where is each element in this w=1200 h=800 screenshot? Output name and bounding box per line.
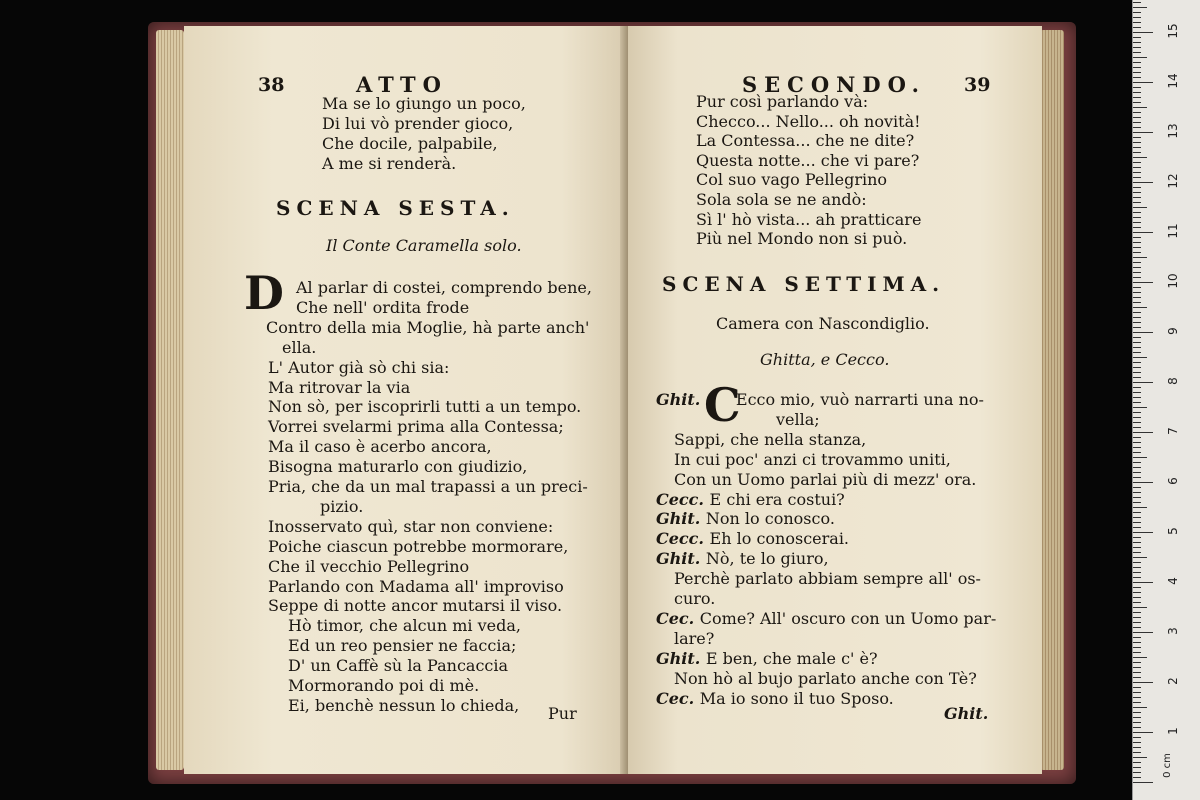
ruler-tick: [1133, 682, 1153, 683]
ruler-tick: [1133, 202, 1141, 203]
ruler-tick: [1133, 752, 1141, 753]
ruler-tick: [1133, 442, 1141, 443]
ruler-tick: [1133, 652, 1141, 653]
ruler-tick: [1133, 322, 1141, 323]
ruler-number: 9: [1166, 327, 1180, 335]
speaker-label: Ghit.: [656, 509, 706, 529]
ruler-tick: [1133, 617, 1141, 618]
ruler-tick: [1133, 302, 1141, 303]
ruler-tick: [1133, 657, 1147, 658]
verse-line: Più nel Mondo non si può.: [696, 229, 908, 249]
ruler-tick: [1133, 692, 1141, 693]
dialogue-text: vella;: [776, 409, 820, 429]
ruler-tick: [1133, 512, 1141, 513]
ruler-tick: [1133, 772, 1141, 773]
ruler-tick: [1133, 72, 1141, 73]
speaker-label: Cec.: [656, 608, 700, 628]
dialogue-text: lare?: [674, 628, 715, 648]
dialogue-line: [656, 509, 835, 529]
ruler-tick: [1133, 137, 1141, 138]
ruler-tick: [1133, 187, 1141, 188]
text-line: Poiche ciascun potrebbe mormorare,: [268, 536, 569, 556]
speaker-label: Cecc.: [656, 529, 710, 549]
ruler-tick: [1133, 432, 1153, 433]
speaker-label: Cec.: [656, 688, 700, 708]
ruler-tick: [1133, 437, 1141, 438]
ruler-tick: [1133, 507, 1147, 508]
ruler-tick: [1133, 147, 1141, 148]
ruler-tick: [1133, 472, 1141, 473]
dialogue-line: [656, 609, 996, 629]
dialogue-line: [674, 669, 977, 689]
speaker-label: Ghit.: [656, 549, 706, 569]
catchword: Ghit.: [944, 704, 989, 723]
dialogue-text: E ben, che male c' è?: [705, 648, 878, 668]
dialogue-text: Sappi, che nella stanza,: [674, 429, 867, 449]
ruler-tick: [1133, 152, 1141, 153]
speaker-label: Ghit.: [656, 648, 706, 668]
catchword: Pur: [548, 704, 577, 723]
ruler-number: 8: [1166, 377, 1180, 385]
page-number: 38: [258, 74, 285, 96]
running-head: ATTO: [356, 72, 448, 97]
text-line: Al parlar di costei, comprendo bene,: [296, 278, 592, 297]
dialogue-text: Come? All' oscuro con un Uomo par-: [699, 608, 997, 628]
ruler-tick: [1133, 337, 1141, 338]
verse-line: Checco... Nello... oh novità!: [696, 111, 921, 131]
ruler-tick: [1133, 517, 1141, 518]
ruler-tick: [1133, 77, 1141, 78]
ruler-tick: [1133, 252, 1141, 253]
dialogue-text: Perchè parlato abbiam sempre all' os-: [674, 569, 981, 589]
ruler-tick: [1133, 572, 1141, 573]
ruler-tick: [1133, 602, 1141, 603]
ruler-tick: [1133, 782, 1153, 783]
ruler-number: 14: [1166, 73, 1180, 89]
dialogue-line: [674, 629, 714, 649]
ruler-tick: [1133, 347, 1141, 348]
ruler-number: 4: [1166, 577, 1180, 585]
ruler-tick: [1133, 227, 1141, 228]
ruler-tick: [1133, 722, 1141, 723]
ruler-tick: [1133, 487, 1141, 488]
scene-characters: Ghitta, e Cecco.: [760, 350, 890, 369]
ruler-tick: [1133, 397, 1141, 398]
ruler-number: 3: [1166, 627, 1180, 635]
text-line: Bisogna maturarlo con giudizio,: [268, 457, 528, 477]
ruler-tick: [1133, 32, 1153, 33]
page-edges-right: [1040, 30, 1064, 770]
dialogue-text: Non lo conosco.: [705, 509, 835, 529]
verse-line: La Contessa... che ne dite?: [696, 131, 915, 151]
ruler-tick: [1133, 342, 1141, 343]
verse-line: Ma se lo giungo un poco,: [322, 94, 526, 113]
dialogue-line: [656, 490, 845, 510]
ruler-number: 13: [1166, 123, 1180, 139]
ruler-tick: [1133, 117, 1141, 118]
dialogue-text: Eh lo conoscerai.: [709, 529, 850, 549]
right-page: [628, 26, 1042, 774]
dialogue-text: Nò, te lo giuro,: [705, 549, 829, 569]
ruler-tick: [1133, 447, 1141, 448]
ruler-tick: [1133, 212, 1141, 213]
ruler-tick: [1133, 297, 1141, 298]
ruler-tick: [1133, 287, 1141, 288]
ruler-tick: [1133, 467, 1141, 468]
text-line: Che nell' ordita frode: [296, 297, 470, 317]
dialogue-text: curo.: [674, 589, 716, 608]
ruler-tick: [1133, 247, 1141, 248]
text-line: Che il vecchio Pellegrino: [268, 556, 470, 576]
ruler-tick: [1133, 157, 1147, 158]
measuring-ruler: [1132, 0, 1200, 800]
ruler-tick: [1133, 707, 1147, 708]
ruler-tick: [1133, 667, 1141, 668]
ruler-tick: [1133, 312, 1141, 313]
ruler-tick: [1133, 392, 1141, 393]
ruler-tick: [1133, 222, 1141, 223]
ruler-tick: [1133, 622, 1141, 623]
ruler-number: 2: [1166, 677, 1180, 685]
ruler-tick: [1133, 762, 1141, 763]
ruler-tick: [1133, 207, 1147, 208]
ruler-tick: [1133, 662, 1141, 663]
text-line: Parlando con Madama all' improviso: [268, 576, 564, 596]
ruler-tick: [1133, 52, 1141, 53]
ruler-tick: [1133, 592, 1141, 593]
ruler-tick: [1133, 687, 1141, 688]
ruler-tick: [1133, 712, 1141, 713]
dialogue-line: [656, 689, 894, 709]
verse-line: Col suo vago Pellegrino: [696, 170, 888, 190]
ruler-tick: [1133, 452, 1141, 453]
ruler-number: 7: [1166, 427, 1180, 435]
ruler-tick: [1133, 12, 1141, 13]
ruler-tick: [1133, 557, 1147, 558]
ruler-tick: [1133, 492, 1141, 493]
ruler-tick: [1133, 742, 1141, 743]
ruler-tick: [1133, 737, 1141, 738]
ruler-number: 5: [1166, 527, 1180, 535]
ruler-tick: [1133, 87, 1141, 88]
ruler-tick: [1133, 547, 1141, 548]
dialogue-line: [674, 569, 981, 589]
ruler-tick: [1133, 22, 1141, 23]
ruler-tick: [1133, 482, 1153, 483]
ruler-tick: [1133, 332, 1153, 333]
ruler-tick: [1133, 42, 1141, 43]
ruler-tick: [1133, 627, 1141, 628]
ruler-tick: [1133, 97, 1141, 98]
ruler-tick: [1133, 612, 1141, 613]
ruler-unit-label: 0 cm: [1161, 753, 1173, 778]
ruler-tick: [1133, 267, 1141, 268]
ruler-tick: [1133, 317, 1141, 318]
dialogue-text: E chi era costui?: [709, 489, 845, 509]
dialogue-line: [656, 529, 849, 549]
ruler-tick: [1133, 172, 1141, 173]
ruler-tick: [1133, 502, 1141, 503]
ruler-tick: [1133, 582, 1153, 583]
verse-line: A me si renderà.: [322, 154, 457, 173]
ruler-tick: [1133, 672, 1141, 673]
text-line: D' un Caffè sù la Pancaccia: [288, 656, 509, 676]
dialogue-text: Non hò al bujo parlato anche con Tè?: [674, 668, 977, 688]
dialogue-text: Ma io sono il tuo Sposo.: [699, 688, 894, 708]
ruler-tick: [1133, 717, 1141, 718]
ruler-tick: [1133, 757, 1147, 758]
ruler-tick: [1133, 67, 1141, 68]
ruler-tick: [1133, 422, 1141, 423]
text-line: Ma ritrovar la via: [268, 377, 411, 397]
text-line: Ei, benchè nessun lo chieda,: [288, 695, 520, 715]
text-line: ella.: [282, 337, 317, 357]
dialogue-line: [656, 549, 829, 569]
page-edges-left: [156, 30, 184, 770]
ruler-tick: [1133, 262, 1141, 263]
ruler-tick: [1133, 272, 1141, 273]
ruler-number: 1: [1166, 727, 1180, 735]
ruler-tick: [1133, 162, 1141, 163]
ruler-tick: [1133, 37, 1141, 38]
ruler-tick: [1133, 82, 1153, 83]
ruler-number: 15: [1166, 23, 1180, 39]
ruler-number: 6: [1166, 477, 1180, 485]
page-number: 39: [964, 74, 991, 96]
text-line: Ed un reo pensier ne faccia;: [288, 636, 517, 656]
ruler-tick: [1133, 362, 1141, 363]
ruler-tick: [1133, 182, 1153, 183]
ruler-tick: [1133, 352, 1141, 353]
ruler-tick: [1133, 57, 1147, 58]
ruler-tick: [1133, 62, 1141, 63]
text-line: Mormorando poi di mè.: [288, 676, 480, 695]
ruler-tick: [1133, 327, 1141, 328]
ruler-tick: [1133, 677, 1141, 678]
ruler-tick: [1133, 647, 1141, 648]
ruler-number: 12: [1166, 173, 1180, 189]
dialogue-line: [674, 470, 976, 490]
ruler-tick: [1133, 497, 1141, 498]
ruler-tick: [1133, 192, 1141, 193]
dialogue-line: [656, 649, 878, 669]
ruler-tick: [1133, 747, 1141, 748]
text-line: L' Autor già sò chi sia:: [268, 357, 450, 377]
ruler-tick: [1133, 562, 1141, 563]
ruler-tick: [1133, 567, 1141, 568]
ruler-tick: [1133, 17, 1141, 18]
ruler-tick: [1133, 367, 1141, 368]
ruler-tick: [1133, 577, 1141, 578]
ruler-tick: [1133, 132, 1153, 133]
ruler-tick: [1133, 27, 1141, 28]
ruler-tick: [1133, 702, 1141, 703]
ruler-tick: [1133, 632, 1153, 633]
ruler-tick: [1133, 237, 1141, 238]
ruler-tick: [1133, 217, 1141, 218]
ruler-tick: [1133, 232, 1153, 233]
ruler-tick: [1133, 107, 1147, 108]
ruler-tick: [1133, 2, 1141, 3]
ruler-tick: [1133, 542, 1141, 543]
drop-cap: D: [244, 266, 284, 320]
ruler-tick: [1133, 587, 1141, 588]
scene-title: SCENA SESTA.: [276, 196, 515, 220]
ruler-tick: [1133, 402, 1141, 403]
ruler-tick: [1133, 427, 1141, 428]
ruler-tick: [1133, 382, 1153, 383]
ruler-tick: [1133, 127, 1141, 128]
ruler-tick: [1133, 522, 1141, 523]
ruler-tick: [1133, 167, 1141, 168]
ruler-tick: [1133, 92, 1141, 93]
ruler-tick: [1133, 47, 1141, 48]
verse-line: Pur così parlando và:: [696, 92, 869, 111]
verse-line: Che docile, palpabile,: [322, 134, 498, 153]
running-head: SECONDO.: [742, 72, 926, 97]
ruler-tick: [1133, 462, 1141, 463]
ruler-tick: [1133, 102, 1141, 103]
dialogue-text: In cui poc' anzi ci trovammo uniti,: [674, 449, 951, 469]
ruler-tick: [1133, 242, 1141, 243]
ruler-tick: [1133, 412, 1141, 413]
dialogue-line: [674, 589, 715, 609]
ruler-tick: [1133, 697, 1141, 698]
scene-title: SCENA SETTIMA.: [662, 272, 946, 296]
dialogue-line: [776, 410, 820, 430]
verse-line: Sola sola se ne andò:: [696, 190, 867, 209]
text-line: Inosservato quì, star non conviene:: [268, 516, 554, 536]
speaker-label: Cecc.: [656, 489, 710, 509]
ruler-tick: [1133, 7, 1147, 8]
text-line: Non sò, per iscoprirli tutti a un tempo.: [268, 397, 582, 417]
ruler-tick: [1133, 552, 1141, 553]
ruler-tick: [1133, 387, 1141, 388]
ruler-number: 11: [1166, 223, 1180, 239]
ruler-tick: [1133, 417, 1141, 418]
text-line: Contro della mia Moglie, hà parte anch': [266, 317, 590, 337]
ruler-tick: [1133, 767, 1141, 768]
scene-setting: Camera con Nascondiglio.: [716, 314, 930, 333]
ruler-tick: [1133, 377, 1141, 378]
ruler-tick: [1133, 177, 1141, 178]
dialogue-line: [674, 450, 951, 470]
text-line: Vorrei svelarmi prima alla Contessa;: [268, 417, 564, 437]
ruler-tick: [1133, 112, 1141, 113]
dialogue-line: [656, 390, 984, 410]
text-line: pizio.: [320, 496, 364, 516]
dialogue-text: Con un Uomo parlai più di mezz' ora.: [674, 469, 977, 489]
ruler-tick: [1133, 732, 1153, 733]
left-page: [184, 26, 628, 774]
ruler-tick: [1133, 197, 1141, 198]
ruler-tick: [1133, 457, 1147, 458]
ruler-tick: [1133, 307, 1147, 308]
ruler-tick: [1133, 527, 1141, 528]
ruler-tick: [1133, 357, 1147, 358]
dialogue-text: Ecco mio, vuò narrarti una no-: [735, 390, 984, 409]
speaker-label: Ghit.: [656, 390, 706, 409]
ruler-number: 10: [1166, 273, 1180, 289]
ruler-tick: [1133, 292, 1141, 293]
ruler-tick: [1133, 532, 1153, 533]
ruler-tick: [1133, 277, 1141, 278]
text-line: Pria, che da un mal trapassi a un preci-: [268, 477, 588, 496]
text-line: Ma il caso è acerbo ancora,: [268, 437, 492, 457]
ruler-tick: [1133, 407, 1147, 408]
ruler-tick: [1133, 372, 1141, 373]
verse-line: Di lui vò prender gioco,: [322, 114, 514, 133]
ruler-tick: [1133, 607, 1147, 608]
ruler-tick: [1133, 597, 1141, 598]
text-line: Hò timor, che alcun mi veda,: [288, 616, 521, 636]
ruler-tick: [1133, 257, 1147, 258]
ruler-tick: [1133, 122, 1141, 123]
scene-subtitle: Il Conte Caramella solo.: [326, 236, 522, 255]
ruler-tick: [1133, 282, 1153, 283]
ruler-tick: [1133, 142, 1141, 143]
verse-line: Sì l' hò vista... ah pratticare: [696, 209, 922, 229]
ruler-tick: [1133, 727, 1141, 728]
ruler-tick: [1133, 637, 1141, 638]
text-line: Seppe di notte ancor mutarsi il viso.: [268, 596, 563, 616]
ruler-tick: [1133, 477, 1141, 478]
drop-cap: C: [704, 378, 741, 432]
ruler-tick: [1133, 777, 1141, 778]
dialogue-line: [674, 430, 866, 450]
verse-line: Questa notte... che vi pare?: [696, 150, 920, 170]
ruler-tick: [1133, 537, 1141, 538]
ruler-tick: [1133, 642, 1141, 643]
